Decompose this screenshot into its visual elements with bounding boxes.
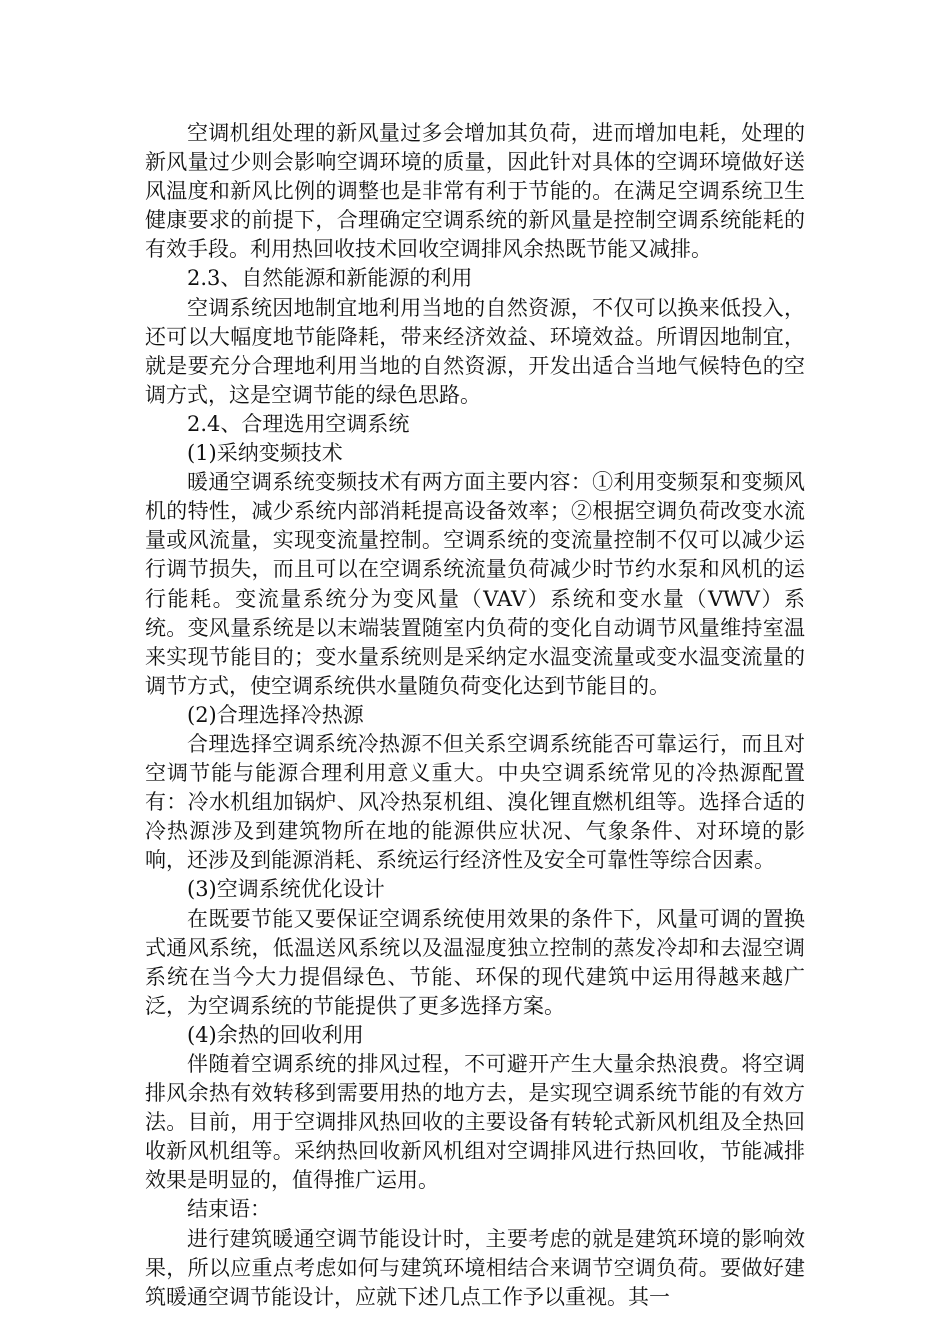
paragraph-heat-cold-source: 合理选择空调系统冷热源不但关系空调系统能否可靠运行，而且对空调节能与能源合理利用意义重大。中央空调系统常见的冷热源配置有：冷水机组加锅炉、风冷热泵机组、溴化锂直燃机组等。选择合适的冷热源涉及到建筑物所在地的能源供应状况、气象条件、对环境的影响，还涉及到能源消耗、系统运行经济性及安全可靠性等综合因素。 <box>145 731 805 873</box>
paragraph-heat-recovery: 伴随着空调系统的排风过程，不可避开产生大量余热浪费。将空调排风余热有效转移到需要用热的地方去，是实现空调系统节能的有效方法。目前，用于空调排风热回收的主要设备有转轮式新风机组及全热回收新风机组等。采纳热回收新风机组对空调排风进行热回收，节能减排效果是明显的，值得推广运用。 <box>145 1052 805 1193</box>
paragraph-conclusion: 进行建筑暖通空调节能设计时，主要考虑的就是建筑环境的影响效果，所以应重点考虑如何与建筑环境相结合来调节空调负荷。要做好建筑暖通空调节能设计，应就下述几点工作予以重视。其一 <box>145 1226 805 1309</box>
document-page <box>145 119 805 1312</box>
conclusion-heading: 结束语： <box>187 1197 271 1222</box>
paragraph-variable-frequency: 暖通空调系统变频技术有两方面主要内容：①利用变频泵和变频风机的特性，减少系统内部消耗提高设备效率；②根据空调负荷改变水流量或风流量，实现变流量控制。空调系统的变流量控制不仅可以减少运行调节损失，而且可以在空调系统流量负荷减少时节约水泵和风机的运行能耗。变流量系统分为变风量（VAV）系统和变水量（VWV）系统。变风量系统是以末端装置随室内负荷的变化自动调节风量维持室温来实现节能目的；变水量系统则是采纳定水温变流量或变水温变流量的调节方式，使空调系统供水量随负荷变化达到节能目的。 <box>145 470 805 698</box>
subheading-heat-cold-source: (2)合理选择冷热源 <box>187 702 364 727</box>
subheading-variable-frequency: (1)采纳变频技术 <box>187 441 343 466</box>
subheading-system-optimization: (3)空调系统优化设计 <box>187 877 385 902</box>
paragraph-fresh-air-load: 空调机组处理的新风量过多会增加其负荷，进而增加电耗，处理的新风量过少则会影响空调环境的质量，因此针对具体的空调环境做好送风温度和新风比例的调整也是非常有利于节能的。在满足空调系统卫生健康要求的前提下，合理确定空调系统的新风量是控制空调系统能耗的有效手段。利用热回收技术回收空调排风余热既节能又减排。 <box>145 121 805 262</box>
paragraph-system-optimization: 在既要节能又要保证空调系统使用效果的条件下，风量可调的置换式通风系统，低温送风系统以及温湿度独立控制的蒸发冷却和去湿空调系统在当今大力提倡绿色、节能、环保的现代建筑中运用得越来越广泛，为空调系统的节能提供了更多选择方案。 <box>145 906 805 1018</box>
section-heading-2-3: 2.3、自然能源和新能源的利用 <box>187 266 473 291</box>
paragraph-natural-energy: 空调系统因地制宜地利用当地的自然资源，不仅可以换来低投入，还可以大幅度地节能降耗，带来经济效益、环境效益。所谓因地制宜，就是要充分合理地利用当地的自然资源，开发出适合当地气候特色的空调方式，这是空调节能的绿色思路。 <box>145 295 805 407</box>
subheading-heat-recovery: (4)余热的回收利用 <box>187 1022 364 1047</box>
section-heading-2-4: 2.4、合理选用空调系统 <box>187 411 410 436</box>
